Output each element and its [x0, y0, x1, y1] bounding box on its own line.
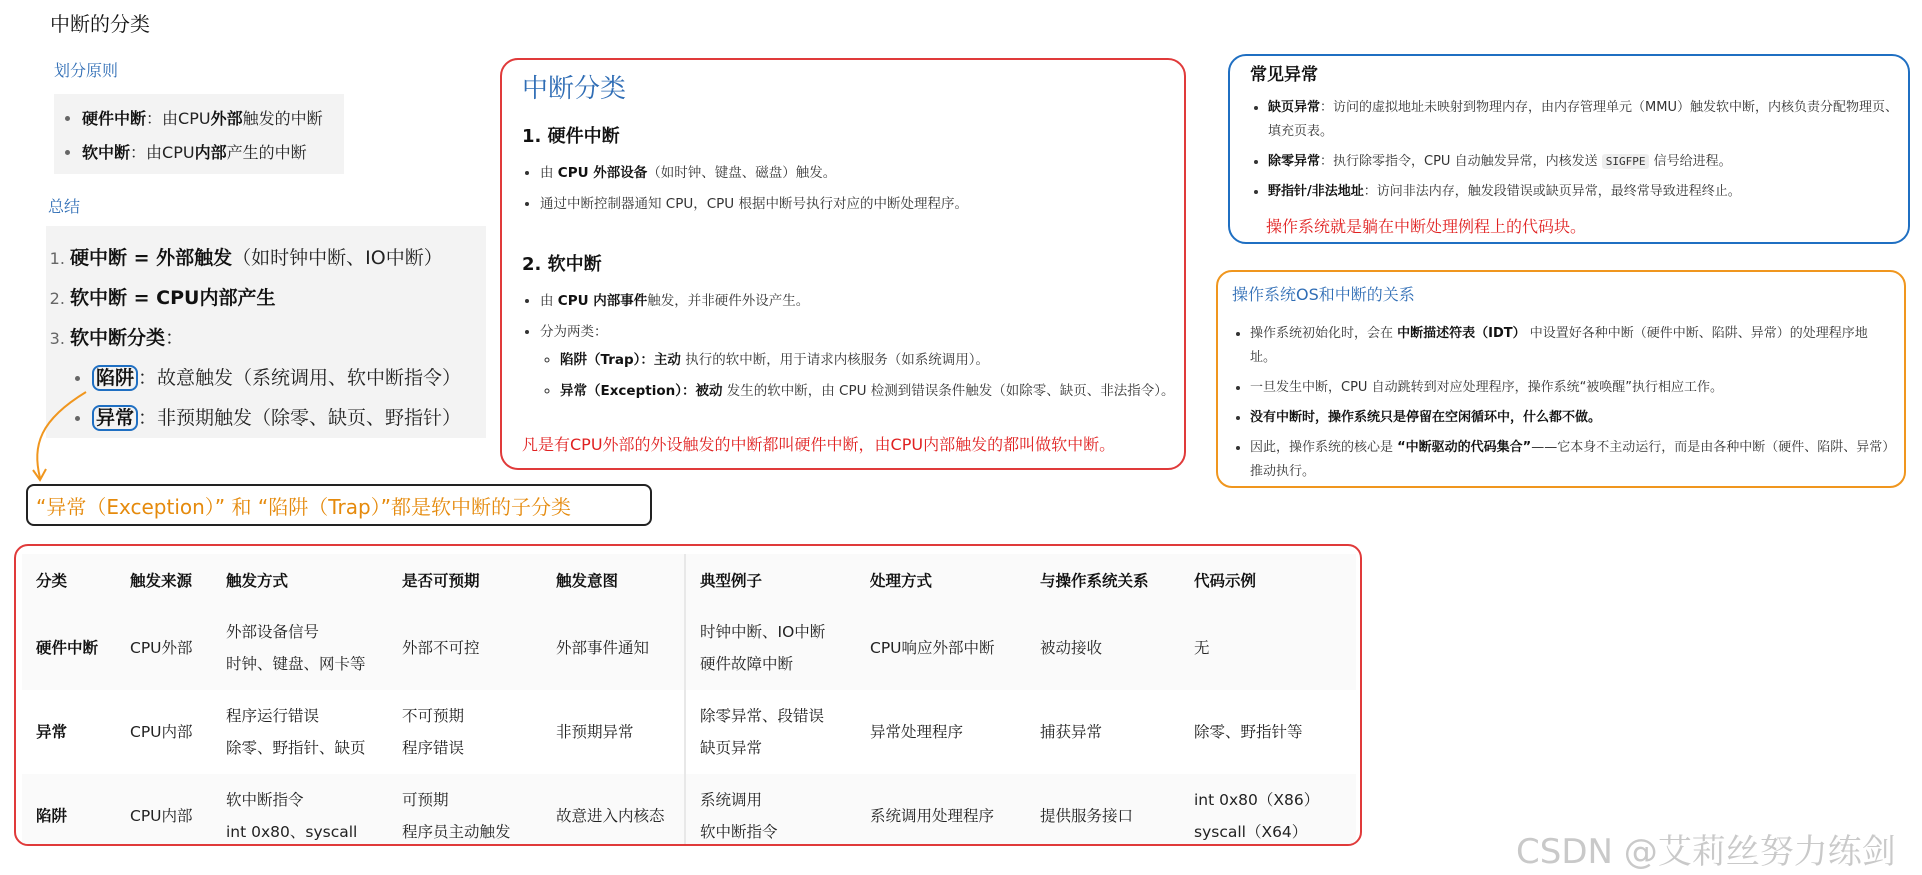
list-item: • 分为两类： ◦ 陷阱（Trap）：主动 执行的软中断，用于请求内核服务（如系统调用）。 ◦ 异常（Exception）：被动 发生的软中断，由 CPU 检测到错误条件触发（如除零、缺页、非法指令）。 — [540, 317, 1180, 410]
list-item: • 除零异常：执行除零指令，CPU 自动触发异常，内核发送 SIGFPE 信号给进程。 — [1268, 150, 1908, 174]
interrupt-comparison-table-box — [14, 544, 1362, 846]
table-cell: 提供服务接口 — [1026, 774, 1180, 846]
table-cell: 无 — [1180, 606, 1356, 690]
trap-highlight: 陷阱 — [92, 365, 138, 391]
table-header-row — [22, 554, 1356, 606]
table-cell: 除零、野指针等 — [1180, 690, 1356, 774]
common-exceptions-list — [1250, 96, 1908, 204]
table-cell: int 0x80（X86） syscall（X64） — [1180, 774, 1356, 846]
summary-exception: • 异常 ：非预期触发（除零、缺页、野指针） — [92, 398, 486, 438]
os-relation-title: 操作系统OS和中断的关系 — [1232, 285, 1415, 304]
list-item: • 由 CPU 外部设备（如时钟、键盘、磁盘）触发。 — [540, 158, 1180, 189]
list-item: • 因此，操作系统的核心是 “中断驱动的代码集合”——它本身不主动运行，而是由各种中断（硬件、陷阱、异常）推动执行。 — [1250, 436, 1890, 484]
csdn-watermark: CSDN @艾莉丝努力练剑 — [1516, 832, 1896, 872]
list-item: • 操作系统初始化时，会在 中断描述符表（IDT） 中设置好各种中断（硬件中断、陷阱、异常）的处理程序地址。 — [1250, 322, 1890, 370]
list-item: • 通过中断控制器通知 CPU，CPU 根据中断号执行对应的中断处理程序。 — [540, 189, 1180, 220]
summary-item-1: 1. 硬中断 = 外部触发（如时钟中断、IO中断） — [70, 238, 486, 278]
page-title: 中断的分类 — [50, 12, 150, 36]
list-item: • 一旦发生中断，CPU 自动跳转到对应处理程序，操作系统“被唤醒”执行相应工作。 — [1250, 376, 1890, 400]
os-relation-list — [1232, 322, 1890, 484]
table-row — [22, 690, 1356, 774]
common-exceptions-title: 常见异常 — [1250, 65, 1318, 85]
interrupt-red-note: 凡是有CPU外部的外设触发的中断都叫硬件中断，由CPU内部触发的都叫做软中断。 — [522, 435, 1116, 454]
subcategory-note: “异常（Exception）” 和 “陷阱（Trap）”都是软中断的子分类 — [26, 484, 652, 526]
list-item: • 缺页异常：访问的虚拟地址未映射到物理内存，由内存管理单元（MMU）触发软中断，内核负责分配物理页、填充页表。 — [1268, 96, 1908, 144]
interrupt-comparison-table — [22, 554, 1356, 846]
table-cell: 被动接收 — [1026, 606, 1180, 690]
trap-sublist-item: ◦ 陷阱（Trap）：主动 执行的软中断，用于请求内核服务（如系统调用）。 — [560, 348, 1180, 379]
column-header: 是否可预期 — [388, 554, 542, 606]
table-cell: CPU响应外部中断 — [856, 606, 1026, 690]
table-cell: 故意进入内核态 — [542, 774, 685, 846]
interrupt-classification-box — [500, 58, 1186, 470]
table-cell: CPU外部 — [116, 606, 212, 690]
table-cell: 系统调用 软中断指令 — [685, 774, 856, 846]
table-cell: 软中断指令 int 0x80、syscall — [212, 774, 388, 846]
hardware-interrupt-title: 1. 硬件中断 — [522, 126, 620, 147]
table-cell: 捕获异常 — [1026, 690, 1180, 774]
exception-highlight: 异常 — [92, 405, 138, 431]
summary-item-2: 2. 软中断 = CPU内部产生 — [70, 278, 486, 318]
hardware-interrupt-list — [522, 158, 1180, 220]
principle-item-hardware: • 硬件中断：由CPU外部触发的中断 — [82, 102, 344, 136]
column-header: 触发来源 — [116, 554, 212, 606]
software-interrupt-list — [522, 286, 1180, 410]
table-cell: CPU内部 — [116, 690, 212, 774]
table-cell: 可预期 程序员主动触发 — [388, 774, 542, 846]
column-header: 与操作系统关系 — [1026, 554, 1180, 606]
table-row — [22, 606, 1356, 690]
column-header: 处理方式 — [856, 554, 1026, 606]
code-sigfpe: SIGFPE — [1602, 154, 1650, 169]
table-cell: 非预期异常 — [542, 690, 685, 774]
table-cell: 外部不可控 — [388, 606, 542, 690]
table-cell: 时钟中断、IO中断 硬件故障中断 — [685, 606, 856, 690]
summary-list — [46, 226, 486, 438]
exception-sublist-item: ◦ 异常（Exception）：被动 发生的软中断，由 CPU 检测到错误条件触发（如除零、缺页、非法指令）。 — [560, 379, 1180, 410]
software-interrupt-title: 2. 软中断 — [522, 254, 602, 275]
os-interrupt-relation-box — [1216, 270, 1906, 488]
list-item: • 野指针/非法地址：访问非法内存，触发段错误或缺页异常，最终常导致进程终止。 — [1268, 180, 1908, 204]
table-cell: 异常处理程序 — [856, 690, 1026, 774]
table-cell: 系统调用处理程序 — [856, 774, 1026, 846]
column-header: 触发意图 — [542, 554, 685, 606]
interrupt-box-title: 中断分类 — [522, 74, 627, 104]
summary-trap: • 陷阱 ：故意触发（系统调用、软中断指令） — [92, 358, 486, 398]
column-header: 代码示例 — [1180, 554, 1356, 606]
summary-item-3: 3. 软中断分类： • 陷阱 ：故意触发（系统调用、软中断指令） • 异常 ：非预期触发（除零、缺页、野指针） — [70, 318, 486, 438]
table-cell: 除零异常、段错误 缺页异常 — [685, 690, 856, 774]
principle-list — [54, 94, 344, 174]
list-item: • 没有中断时，操作系统只是停留在空闲循环中，什么都不做。 — [1250, 406, 1890, 430]
table-cell: 异常 — [22, 690, 116, 774]
exceptions-red-note: 操作系统就是躺在中断处理例程上的代码块。 — [1266, 217, 1587, 236]
list-item: • 由 CPU 内部事件触发，并非硬件外设产生。 — [540, 286, 1180, 317]
column-header: 触发方式 — [212, 554, 388, 606]
column-header: 分类 — [22, 554, 116, 606]
table-cell: 陷阱 — [22, 774, 116, 846]
table-row — [22, 774, 1356, 846]
column-header: 典型例子 — [685, 554, 856, 606]
table-cell: 外部设备信号 时钟、键盘、网卡等 — [212, 606, 388, 690]
principle-heading: 划分原则 — [54, 61, 119, 80]
table-cell: CPU内部 — [116, 774, 212, 846]
common-exceptions-box — [1228, 54, 1910, 244]
principle-item-software: • 软中断：由CPU内部产生的中断 — [82, 136, 344, 170]
summary-heading: 总结 — [48, 197, 81, 216]
table-cell: 程序运行错误 除零、野指针、缺页 — [212, 690, 388, 774]
table-cell: 外部事件通知 — [542, 606, 685, 690]
table-cell: 硬件中断 — [22, 606, 116, 690]
table-cell: 不可预期 程序错误 — [388, 690, 542, 774]
